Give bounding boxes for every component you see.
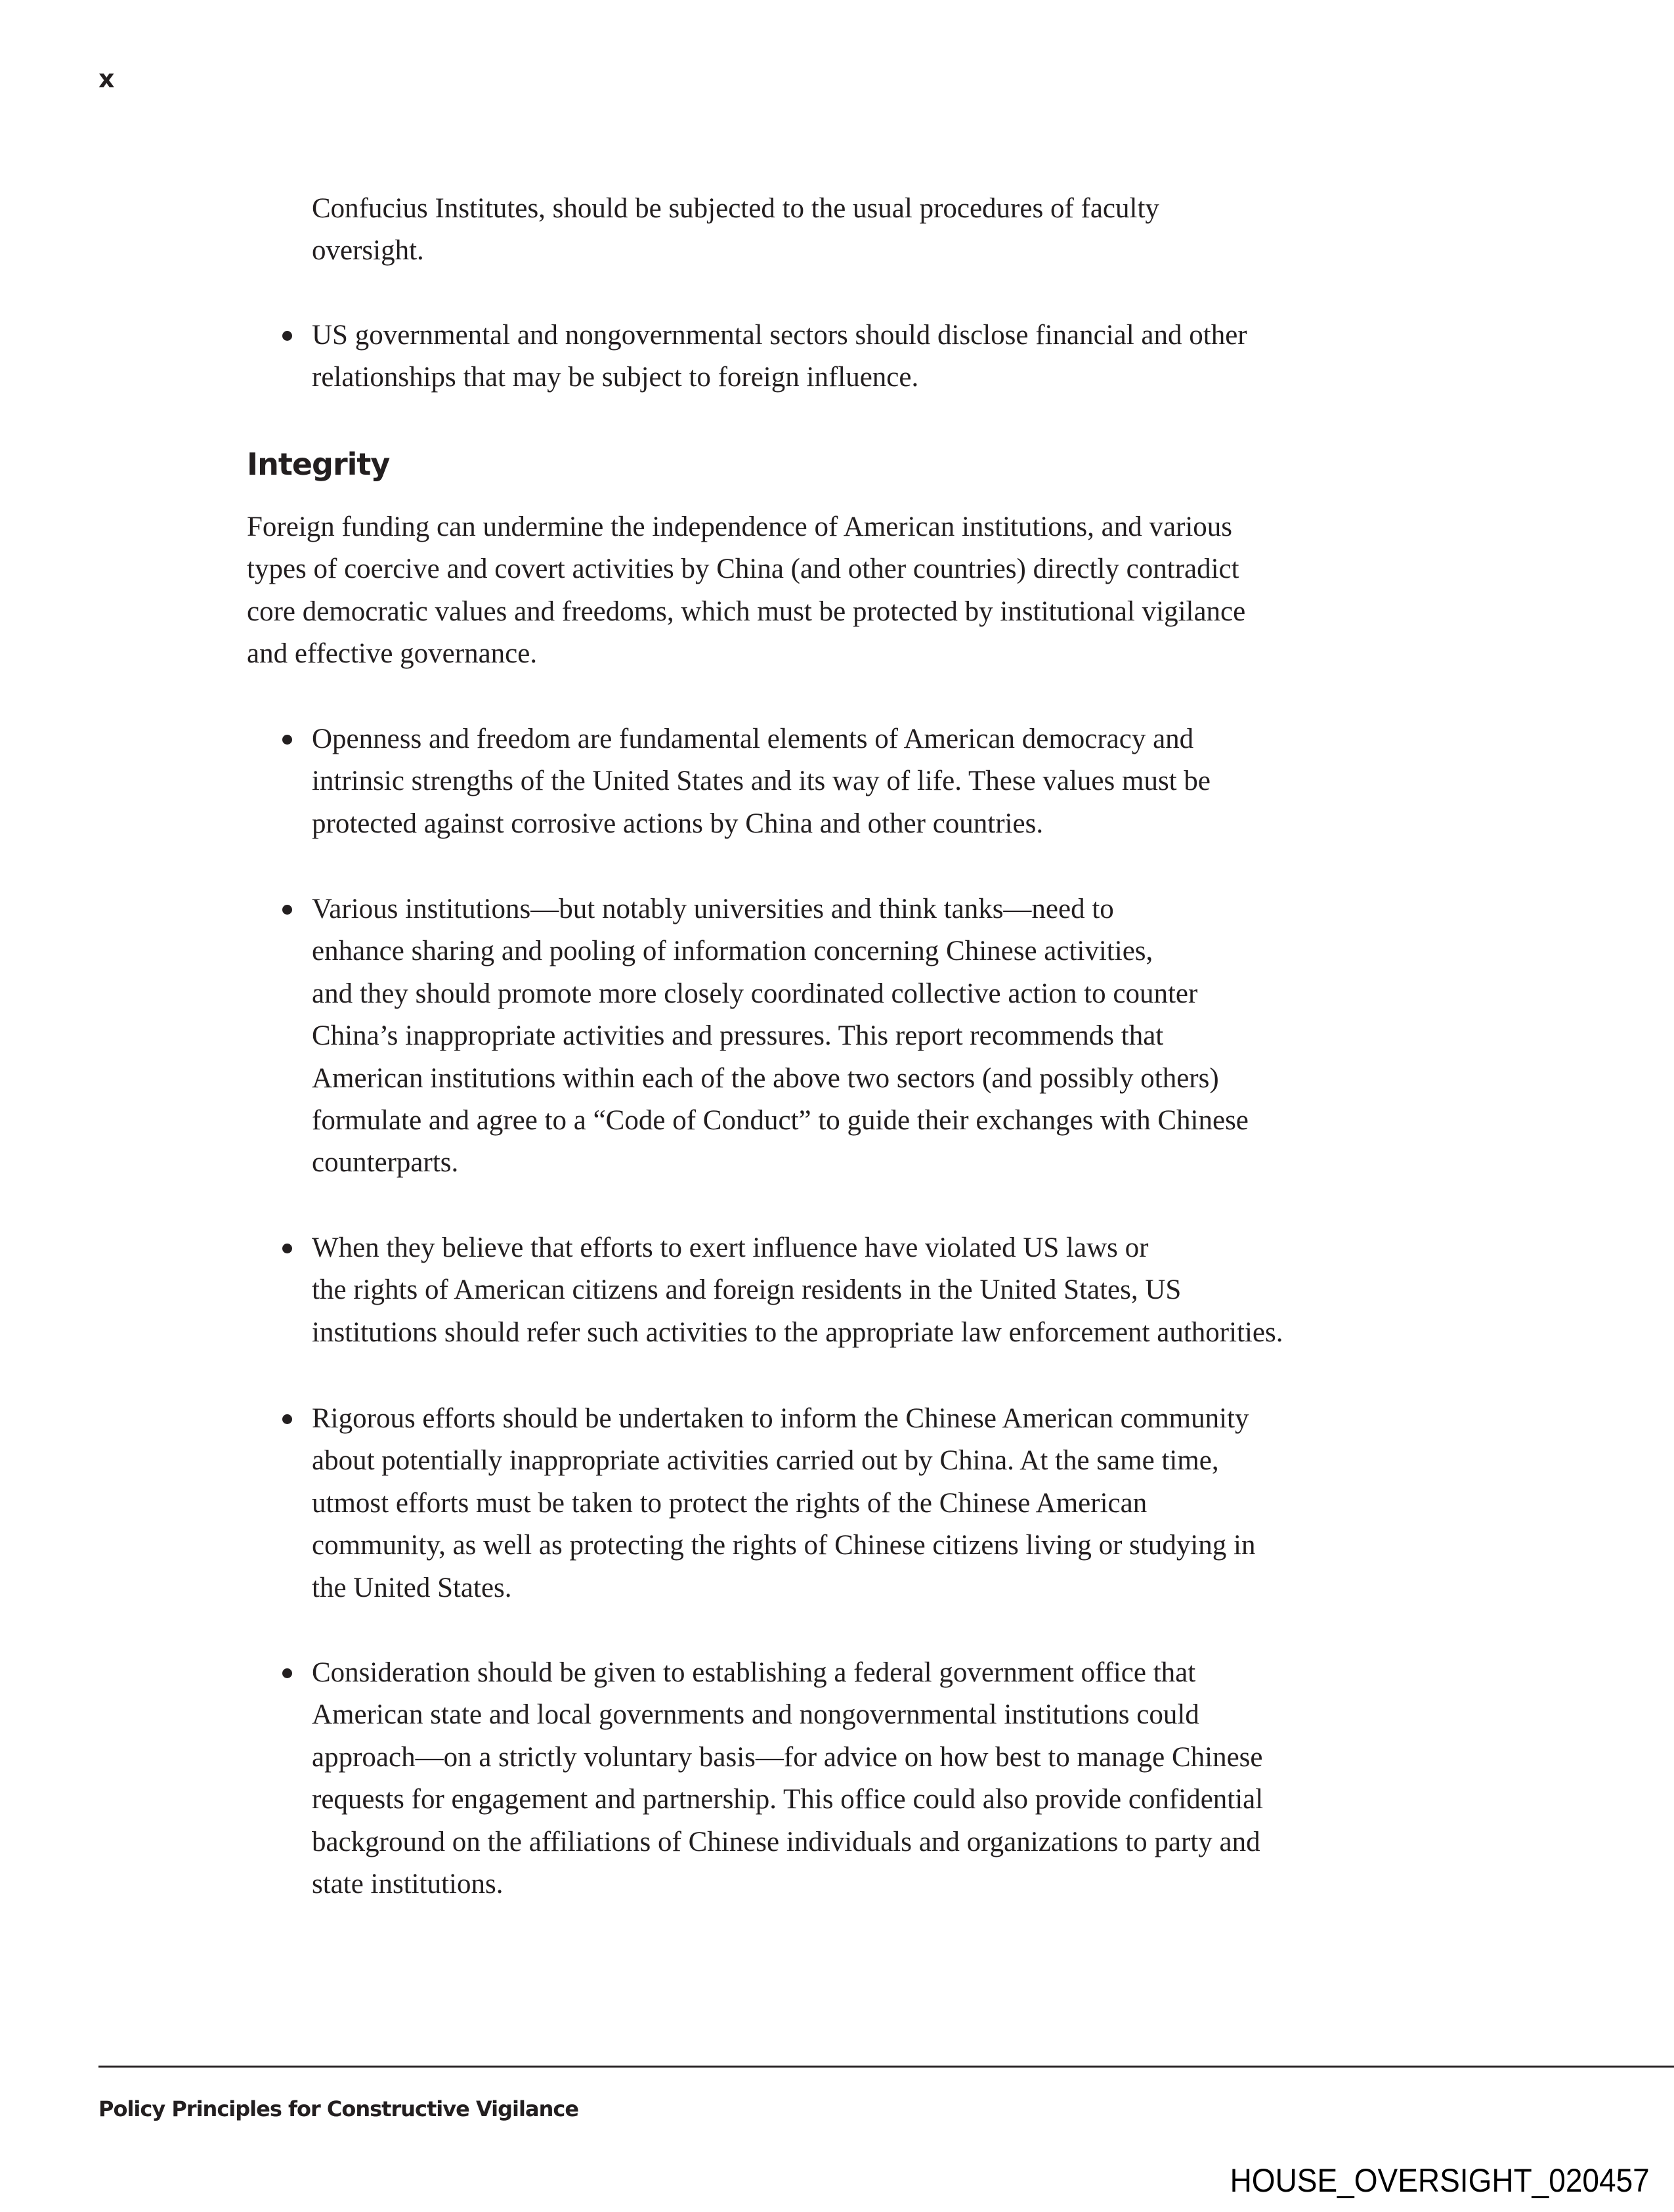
text-line: relationships that may be subject to foreign influence. [312,362,919,393]
bates-number: HOUSE_OVERSIGHT_020457 [1230,2162,1650,2199]
bullet-item [312,1398,1255,1609]
text-line: and they should promote more closely coordinated collective action to counter [312,978,1198,1009]
text-line: American state and local governments and nongovernmental institutions could [312,1699,1199,1731]
text-line: China’s inappropriate activities and pressures. This report recommends that [312,1020,1164,1052]
text-line: approach—on a strictly voluntary basis—for advice on how best to manage Chinese [312,1741,1263,1773]
section-heading: Integrity [247,446,390,482]
text-line: intrinsic strengths of the United States and its way of life. These values must be [312,766,1211,797]
bullet-icon [282,735,292,745]
bullet-item [312,888,1249,1184]
text-line: institutions should refer such activities to the appropriate law enforcement authorities. [312,1316,1283,1348]
bullet-icon [282,1414,292,1424]
text-line: When they believe that efforts to exert influence have violated US laws or [312,1232,1149,1263]
bullet-icon [282,1668,292,1678]
text-line: Rigorous efforts should be undertaken to inform the Chinese American community [312,1403,1249,1434]
bullet-item [312,1227,1283,1354]
text-line: state institutions. [312,1869,504,1900]
text-line: Openness and freedom are fundamental elements of American democracy and [312,724,1194,754]
text-line: the United States. [312,1572,512,1603]
bullet-item [312,718,1211,845]
text-line: the rights of American citizens and foreign residents in the United States, US [312,1274,1182,1306]
bullet-icon [282,331,292,341]
page-number: x [98,64,115,93]
text-line: requests for engagement and partnership. This office could also provide confidential [312,1784,1264,1815]
text-line: formulate and agree to a “Code of Conduct” to guide their exchanges with Chinese [312,1105,1249,1137]
text-line: utmost efforts must be taken to protect the rights of the Chinese American [312,1487,1148,1519]
text-line: Foreign funding can undermine the independence of American institutions, and various [247,511,1233,542]
bullet-icon [282,1244,292,1253]
running-title: Policy Principles for Constructive Vigilance [98,2096,579,2121]
continued-paragraph [312,188,1159,272]
footer-rule [98,2066,1674,2068]
text-line: enhance sharing and pooling of information concerning Chinese activities, [312,936,1153,967]
text-line: types of coercive and covert activities by China (and other countries) directly contradict [247,553,1239,585]
text-line: US governmental and nongovernmental sectors should disclose financial and other [312,320,1247,351]
text-line: counterparts. [312,1147,459,1179]
text-line: background on the affiliations of Chinese individuals and organizations to party and [312,1826,1260,1857]
bullet-item [312,1652,1263,1905]
text-line: about potentially inappropriate activities carried out by China. At the same time, [312,1445,1219,1477]
bullet-item [312,314,1247,399]
text-line: Various institutions—but notably universities and think tanks—need to [312,894,1114,924]
text-line: oversight. [312,235,424,267]
text-line: community, as well as protecting the rights of Chinese citizens living or studying in [312,1530,1256,1561]
text-line: core democratic values and freedoms, which must be protected by institutional vigilance [247,596,1246,627]
text-line: Consideration should be given to establishing a federal government office that [312,1657,1196,1688]
section-intro [247,506,1245,676]
bullet-icon [282,905,292,915]
text-line: Confucius Institutes, should be subjected to the usual procedures of faculty [312,193,1159,224]
text-line: American institutions within each of the above two sectors (and possibly others) [312,1062,1219,1094]
text-line: protected against corrosive actions by China and other countries. [312,808,1044,839]
text-line: and effective governance. [247,638,538,670]
